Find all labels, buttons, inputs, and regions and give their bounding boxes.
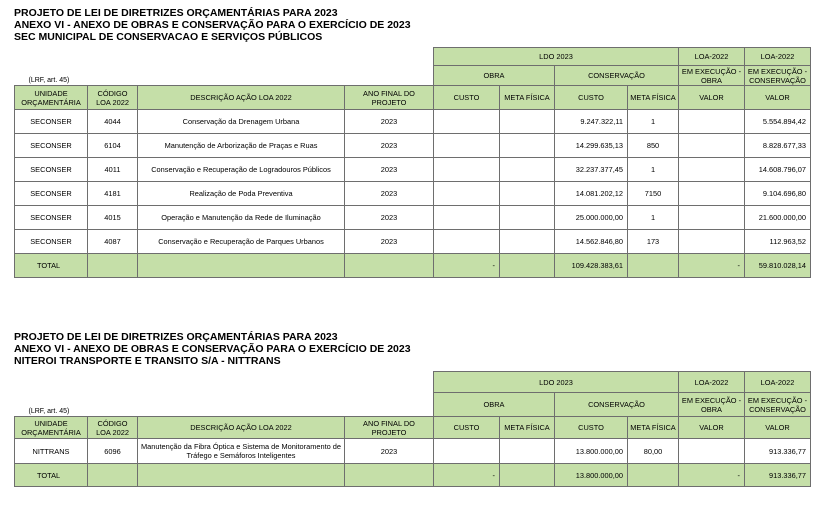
header-em-exec-cons: EM EXECUÇÃO - CONSERVAÇÃO — [745, 66, 811, 86]
cell-loa-cons: 5.554.894,42 — [745, 110, 811, 134]
table-row — [15, 439, 811, 464]
cell-codigo: 4044 — [88, 110, 138, 134]
cell-obra-meta — [500, 439, 555, 464]
annex-title: ANEXO VI - ANEXO DE OBRAS E CONSERVAÇÃO PARA O EXERCÍCIO DE 2023 — [14, 343, 411, 355]
cell-descricao: Operação e Manutenção da Rede de Iluminação — [138, 206, 345, 230]
cell-ano: 2023 — [345, 134, 434, 158]
cell-loa-obra — [679, 134, 745, 158]
col-loa-obra-valor: VALOR — [679, 417, 745, 439]
lrf-note: (LRF, art. 45) — [28, 408, 70, 415]
table-row — [15, 158, 811, 182]
cell-cons-meta: 850 — [628, 134, 679, 158]
cell-unidade: SECONSER — [15, 158, 88, 182]
header-loa-cons: LOA-2022 — [745, 372, 811, 393]
table-row — [15, 230, 811, 254]
cell-loa-obra — [679, 182, 745, 206]
total-label: TOTAL — [15, 464, 88, 487]
header-obra: OBRA — [434, 66, 555, 86]
total-cons-custo: 109.428.383,61 — [555, 254, 628, 278]
col-descricao: DESCRIÇÃO AÇÃO LOA 2022 — [138, 417, 345, 439]
col-cons-meta: META FÍSICA — [628, 417, 679, 439]
cell-descricao: Realização de Poda Preventiva — [138, 182, 345, 206]
cell-unidade: SECONSER — [15, 182, 88, 206]
cell-obra-custo — [434, 134, 500, 158]
cell-obra-meta — [500, 230, 555, 254]
col-ano: ANO FINAL DO PROJETO — [345, 417, 434, 439]
header-conservacao: CONSERVAÇÃO — [555, 393, 679, 417]
cell-loa-obra — [679, 230, 745, 254]
cell-obra-custo — [434, 158, 500, 182]
agency-title: NITEROI TRANSPORTE E TRANSITO S/A - NITTRANS — [14, 355, 281, 367]
cell-cons-custo: 32.237.377,45 — [555, 158, 628, 182]
header-conservacao: CONSERVAÇÃO — [555, 66, 679, 86]
cell-obra-meta — [500, 134, 555, 158]
cell-unidade: NITTRANS — [15, 439, 88, 464]
total-loa-cons: 59.810.028,14 — [745, 254, 811, 278]
cell-ano: 2023 — [345, 110, 434, 134]
cell-codigo: 4011 — [88, 158, 138, 182]
header-ldo: LDO 2023 — [434, 372, 679, 393]
col-unidade: UNIDADE ORÇAMENTÁRIA — [15, 86, 88, 110]
cell-unidade: SECONSER — [15, 134, 88, 158]
cell-cons-custo: 25.000.000,00 — [555, 206, 628, 230]
col-unidade: UNIDADE ORÇAMENTÁRIA — [15, 417, 88, 439]
col-loa-cons-valor: VALOR — [745, 86, 811, 110]
cell-loa-cons: 913.336,77 — [745, 439, 811, 464]
cell-cons-custo: 9.247.322,11 — [555, 110, 628, 134]
col-cons-meta: META FÍSICA — [628, 86, 679, 110]
cell-cons-custo: 14.081.202,12 — [555, 182, 628, 206]
cell-ano: 2023 — [345, 182, 434, 206]
works-table-nittrans — [14, 371, 811, 487]
cell-codigo: 6096 — [88, 439, 138, 464]
section-1-titles — [14, 7, 411, 43]
cell-unidade: SECONSER — [15, 206, 88, 230]
cell-ano: 2023 — [345, 230, 434, 254]
col-obra-custo: CUSTO — [434, 417, 500, 439]
cell-loa-obra — [679, 110, 745, 134]
table-row — [15, 110, 811, 134]
cell-descricao: Manutenção da Fibra Óptica e Sistema de Monitoramento de Tráfego e Semáforos Inteligentes — [138, 439, 345, 464]
cell-obra-custo — [434, 230, 500, 254]
col-cons-custo: CUSTO — [555, 417, 628, 439]
header-em-exec-obra: EM EXECUÇÃO - OBRA — [679, 393, 745, 417]
section-2-titles — [14, 331, 411, 367]
header-loa-obra: LOA-2022 — [679, 48, 745, 66]
cell-cons-custo: 14.562.846,80 — [555, 230, 628, 254]
col-loa-obra-valor: VALOR — [679, 86, 745, 110]
cell-codigo: 6104 — [88, 134, 138, 158]
cell-unidade: SECONSER — [15, 110, 88, 134]
cell-obra-custo — [434, 439, 500, 464]
col-cons-custo: CUSTO — [555, 86, 628, 110]
cell-obra-meta — [500, 110, 555, 134]
col-codigo: CÓDIGO LOA 2022 — [88, 86, 138, 110]
cell-cons-meta: 80,00 — [628, 439, 679, 464]
total-loa-obra: - — [679, 254, 745, 278]
table-row — [15, 182, 811, 206]
works-table-seconser — [14, 47, 811, 278]
header-loa-obra: LOA-2022 — [679, 372, 745, 393]
cell-cons-meta: 173 — [628, 230, 679, 254]
header-em-exec-cons: EM EXECUÇÃO - CONSERVAÇÃO — [745, 393, 811, 417]
cell-codigo: 4181 — [88, 182, 138, 206]
cell-loa-cons: 8.828.677,33 — [745, 134, 811, 158]
cell-obra-custo — [434, 110, 500, 134]
cell-loa-obra — [679, 206, 745, 230]
cell-ano: 2023 — [345, 439, 434, 464]
cell-ano: 2023 — [345, 206, 434, 230]
cell-descricao: Conservação da Drenagem Urbana — [138, 110, 345, 134]
total-loa-obra: - — [679, 464, 745, 487]
col-ano: ANO FINAL DO PROJETO — [345, 86, 434, 110]
cell-cons-meta: 1 — [628, 158, 679, 182]
annex-title: ANEXO VI - ANEXO DE OBRAS E CONSERVAÇÃO PARA O EXERCÍCIO DE 2023 — [14, 19, 411, 31]
cell-codigo: 4015 — [88, 206, 138, 230]
cell-unidade: SECONSER — [15, 230, 88, 254]
doc-title: PROJETO DE LEI DE DIRETRIZES ORÇAMENTÁRIAS PARA 2023 — [14, 7, 338, 19]
cell-loa-cons: 112.963,52 — [745, 230, 811, 254]
cell-obra-meta — [500, 182, 555, 206]
agency-title: SEC MUNICIPAL DE CONSERVACAO E SERVIÇOS PÚBLICOS — [14, 31, 323, 43]
cell-cons-meta: 7150 — [628, 182, 679, 206]
cell-loa-cons: 21.600.000,00 — [745, 206, 811, 230]
header-em-exec-obra: EM EXECUÇÃO - OBRA — [679, 66, 745, 86]
doc-title: PROJETO DE LEI DE DIRETRIZES ORÇAMENTÁRIAS PARA 2023 — [14, 331, 338, 343]
cell-obra-custo — [434, 206, 500, 230]
cell-descricao: Manutenção de Arborização de Praças e Ruas — [138, 134, 345, 158]
cell-obra-meta — [500, 158, 555, 182]
col-obra-meta: META FÍSICA — [500, 417, 555, 439]
lrf-note: (LRF, art. 45) — [28, 77, 70, 84]
cell-cons-meta: 1 — [628, 110, 679, 134]
total-loa-cons: 913.336,77 — [745, 464, 811, 487]
col-codigo: CÓDIGO LOA 2022 — [88, 417, 138, 439]
cell-obra-custo — [434, 182, 500, 206]
col-descricao: DESCRIÇÃO AÇÃO LOA 2022 — [138, 86, 345, 110]
total-row — [15, 254, 811, 278]
cell-obra-meta — [500, 206, 555, 230]
cell-ano: 2023 — [345, 158, 434, 182]
col-obra-custo: CUSTO — [434, 86, 500, 110]
header-loa-cons: LOA-2022 — [745, 48, 811, 66]
cell-cons-meta: 1 — [628, 206, 679, 230]
table-row — [15, 206, 811, 230]
total-obra-custo: - — [434, 464, 500, 487]
cell-descricao: Conservação e Recuperação de Parques Urbanos — [138, 230, 345, 254]
cell-cons-custo: 14.299.635,13 — [555, 134, 628, 158]
col-obra-meta: META FÍSICA — [500, 86, 555, 110]
cell-loa-cons: 9.104.696,80 — [745, 182, 811, 206]
cell-loa-obra — [679, 158, 745, 182]
total-obra-custo: - — [434, 254, 500, 278]
header-ldo: LDO 2023 — [434, 48, 679, 66]
cell-cons-custo: 13.800.000,00 — [555, 439, 628, 464]
header-obra: OBRA — [434, 393, 555, 417]
table-row — [15, 134, 811, 158]
total-label: TOTAL — [15, 254, 88, 278]
cell-loa-obra — [679, 439, 745, 464]
col-loa-cons-valor: VALOR — [745, 417, 811, 439]
cell-loa-cons: 14.608.796,07 — [745, 158, 811, 182]
total-cons-custo: 13.800.000,00 — [555, 464, 628, 487]
cell-codigo: 4087 — [88, 230, 138, 254]
cell-descricao: Conservação e Recuperação de Logradouros Públicos — [138, 158, 345, 182]
total-row — [15, 464, 811, 487]
